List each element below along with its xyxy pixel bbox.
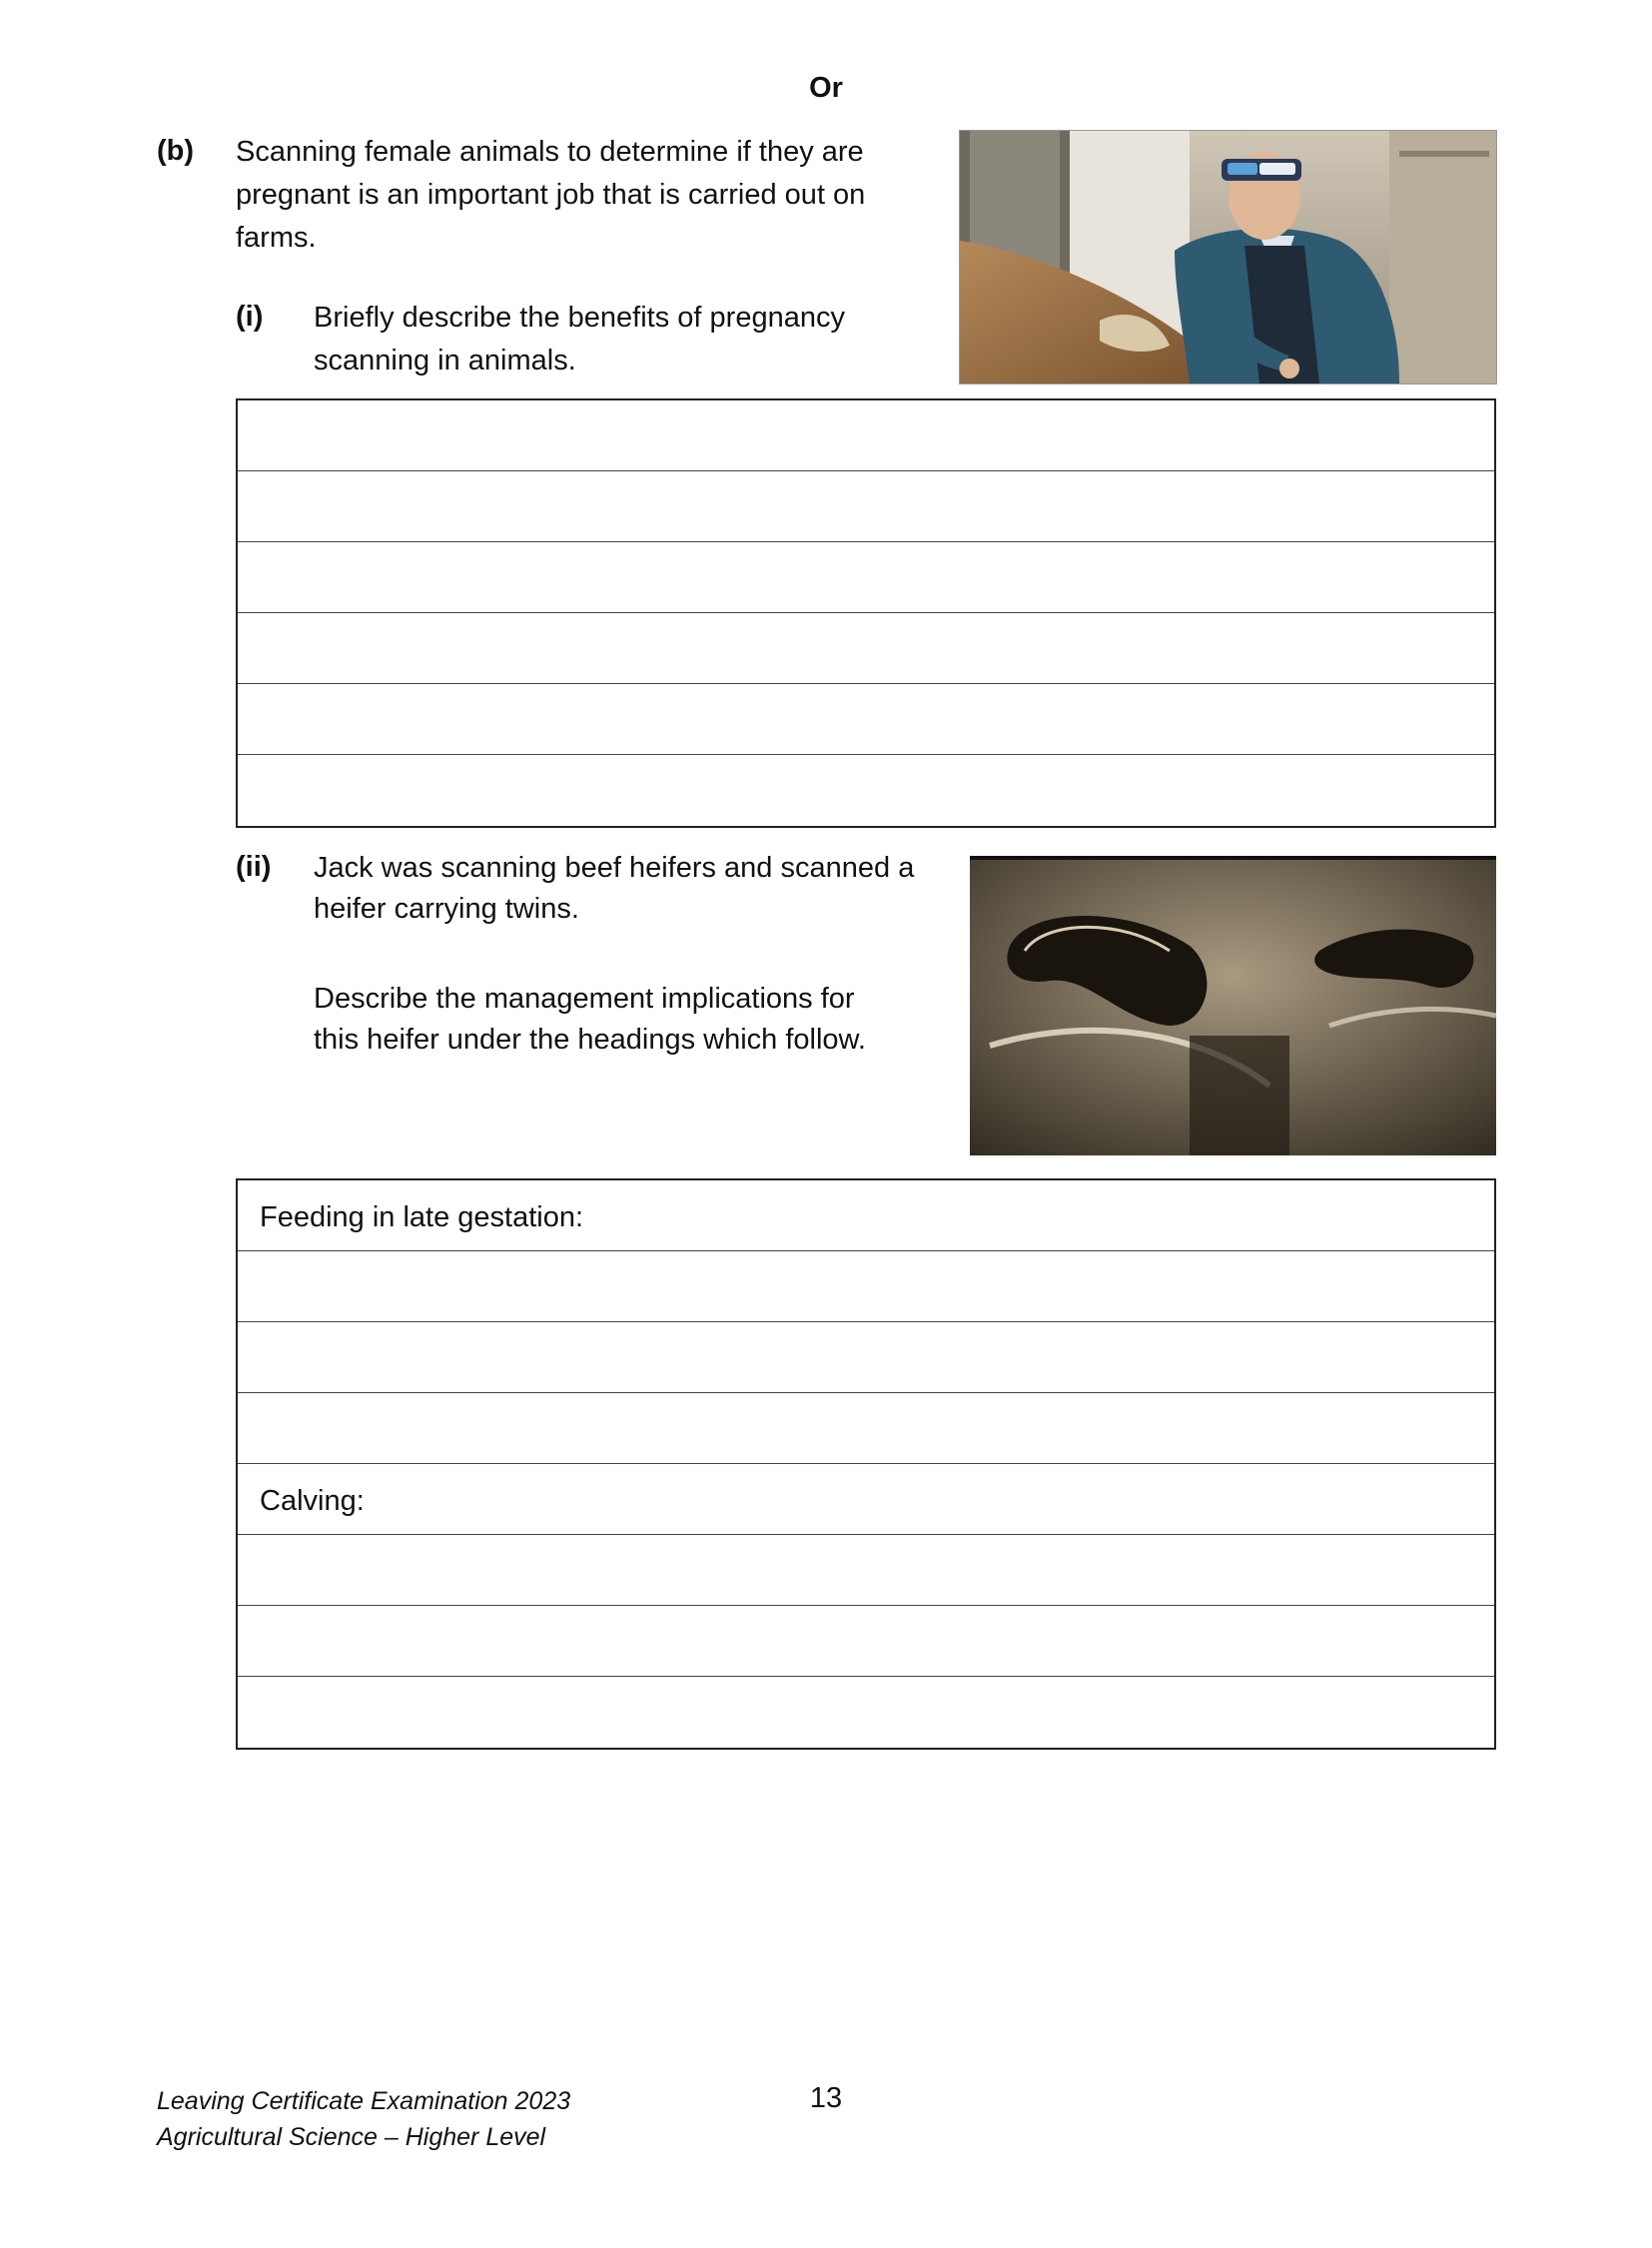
answer-line[interactable] [238, 1393, 1494, 1464]
answer-line[interactable] [238, 1677, 1494, 1748]
answer-box-benefits[interactable] [236, 398, 1496, 828]
question-label-ii: (ii) [236, 851, 272, 883]
question-ii-line: Describe the management implications for [314, 983, 855, 1015]
question-b-text [236, 131, 935, 260]
answer-line[interactable] [238, 684, 1494, 755]
feeding-heading: Feeding in late gestation: [238, 1180, 1494, 1251]
question-b-line: farms. [236, 222, 317, 254]
question-b-line: Scanning female animals to determine if they are [236, 136, 864, 168]
answer-line[interactable] [238, 613, 1494, 684]
answer-line[interactable] [238, 1535, 1494, 1606]
question-ii-text [314, 848, 953, 1061]
footer-exam-title: Leaving Certificate Examination 2023 [157, 2087, 571, 2115]
question-i-line: scanning in animals. [314, 345, 576, 376]
question-i-text [314, 297, 933, 382]
footer-subject: Agricultural Science – Higher Level [157, 2123, 546, 2151]
or-heading: Or [809, 72, 843, 104]
question-i-line: Briefly describe the benefits of pregnancy [314, 302, 845, 334]
ultrasound-twins-image [970, 856, 1496, 1155]
answer-line[interactable] [238, 471, 1494, 542]
answer-line[interactable] [238, 400, 1494, 471]
page-number: 13 [809, 2082, 843, 2114]
calving-heading: Calving: [238, 1464, 1494, 1535]
answer-line[interactable] [238, 1251, 1494, 1322]
answer-line[interactable] [238, 1606, 1494, 1677]
question-label-b: (b) [157, 135, 195, 167]
answer-line[interactable] [238, 1322, 1494, 1393]
answer-line[interactable] [238, 542, 1494, 613]
question-ii-line: heifer carrying twins. [314, 893, 579, 925]
question-ii-line: Jack was scanning beef heifers and scanned a [314, 852, 915, 884]
question-label-i: (i) [236, 301, 264, 333]
pregnancy-scanning-photo [959, 130, 1497, 384]
answer-box-management[interactable] [236, 1178, 1496, 1750]
question-b-line: pregnant is an important job that is carried out on [236, 179, 866, 211]
question-ii-line: this heifer under the headings which follow. [314, 1024, 866, 1056]
answer-line[interactable] [238, 755, 1494, 826]
